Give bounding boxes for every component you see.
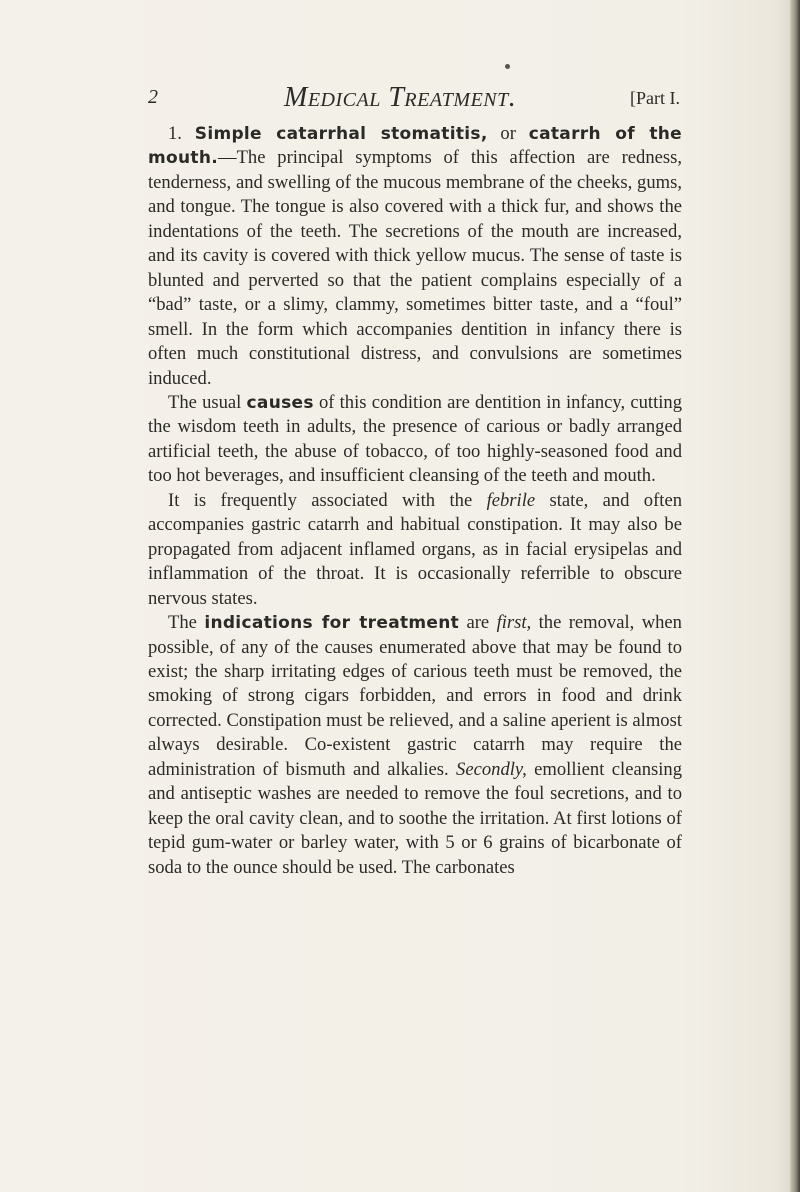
paragraph-text: The — [168, 612, 205, 634]
indications-heading: indications for treatment — [204, 613, 460, 634]
paragraph-1 — [148, 122, 682, 391]
paragraph-text: of this condition are dentition in infancy, cutting the wisdom teeth in adults, the presence of carious or badly arranged artificial teeth, the abuse of tobacco, of too highly-seasoned food and too hot beverages, and insufficient cleansing of the teeth and mouth. — [148, 391, 682, 487]
paragraph-text: It is frequently associated with the — [168, 489, 487, 511]
paragraph-text: or — [487, 123, 529, 144]
paragraph-text: state, and often accompanies gastric catarrh and habitual constipation. It may also be propagated from adjacent inflamed organs, as in facial erysipelas and inflammation of the throat. It is occasionally referrible to obscure nervous states. — [148, 489, 683, 609]
paragraph-3 — [148, 489, 682, 611]
page-number: 2 — [148, 86, 158, 108]
part-label: [Part I. — [630, 88, 680, 108]
paragraph-text: the removal, when possible, of any of the causes enumerated above that may be found to exist; the sharp irritating edges of carious teeth must be removed, the smoking of strong cigars forbidden, and errors in food and drink corrected. Constipation must be relieved, and a saline aperient is almost always desirable. Co-existent gastric catarrh may require the administration of bismuth and alkalies. — [148, 612, 682, 780]
paragraph-text: —The principal symptoms of this affection are redness, tenderness, and swelling of the mucous membrane of the cheeks, gums, and tongue. The tongue is also covered with a thick fur, and shows the indentations of the teeth. The secretions of the mouth are increased, and its cavity is covered with thick yellow mucus. The sense of taste is blunted and perverted so that the patient complains especially of a “bad” taste, or a slimy, clammy, sometimes bitter taste, and a “foul” smell. In the form which accompanies dentition in infancy there is often much constitutional distress, and convulsions are sometimes induced. — [148, 147, 682, 389]
italic-term: febrile — [486, 489, 536, 511]
paragraph-4 — [148, 611, 682, 880]
italic-term-2: Secondly, — [456, 758, 527, 780]
causes-heading: causes — [246, 392, 314, 413]
section-number: 1. — [168, 123, 182, 144]
paragraph-text: The usual — [168, 391, 247, 413]
paragraph-text: emollient cleansing and antiseptic washes are needed to remove the foul secretions, and to keep the oral cavity clean, and to soothe the irritation. At first lotions of tepid gum-water or barley water, with 5 or 6 grains of bicarbonate of soda to the ounce should be used. The carbonates — [148, 758, 682, 878]
paragraph-text: are — [459, 612, 497, 634]
ink-speck — [505, 64, 510, 69]
page-edge-shadow — [790, 0, 800, 1192]
page-header — [148, 84, 680, 114]
section-heading-2: catarrh of the mouth. — [148, 124, 682, 169]
running-title: Medical Treatment. — [284, 82, 517, 113]
body-text — [148, 122, 682, 880]
section-heading: Simple catarrhal stomatitis, — [194, 124, 488, 144]
paragraph-2 — [148, 391, 682, 489]
italic-term: first, — [496, 612, 532, 634]
